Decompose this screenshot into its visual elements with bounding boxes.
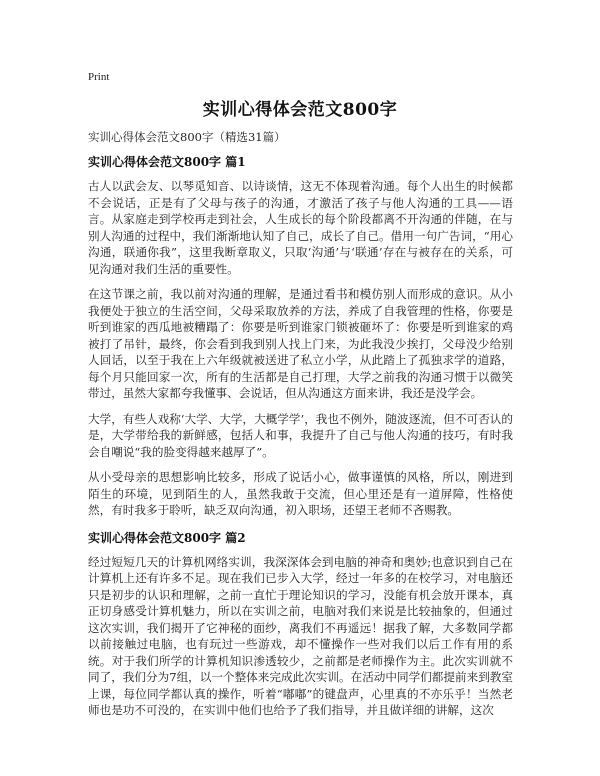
paragraph: 古人以武会友、以琴觅知音、以诗谈情，这无不体现着沟通。每个人出生的时候都不会说话，正是有了父母与孩子的沟通，才激活了孩子与他人沟通的工具——语言。从家庭走到学校再走到社会，人生成长的每个阶段都离不开沟通的伴随，在与别人沟通的过程中，我们渐渐地认知了自己，成长了自己。借用一句广告词，“用心沟通，联通你我”，这里我断章取义，只取‘沟通’与‘联通’存在与被存在的关系，可见沟通对我们生活的重要性。 <box>88 179 513 276</box>
page-title: 实训心得体会范文800字 <box>202 100 398 120</box>
paragraph: 从小受母亲的思想影响比较多，形成了说话小心，做事谨慎的风格，所以，刚进到陌生的环境，见到陌生的人，虽然我敢于交流，但心里还是有一道屏障，性格使然，有时我多于聆听，缺乏双向沟通，初入职场，还望王老师不吝赐教。 <box>88 470 513 517</box>
paragraph: 大学，有些人戏称‘大学、大学，大概学学’，我也不例外，随波逐流，但不可否认的是，大学带给我的新鲜感，包括人和事，我提升了自己与他人沟通的技巧，有时我会自嘲说“我的脸变得越来越厚了”。 <box>88 411 513 459</box>
print-link[interactable]: Print <box>88 71 110 83</box>
paragraph: 经过短短几天的计算机网络实训，我深深体会到电脑的神奇和奥妙;也意识到自己在计算机上还有许多不足。现在我们已步入大学，经过一年多的在校学习，对电脑还只是初步的认识和理解，之前一直忙于理论知识的学习，没能有机会放开课本，真正切身感受计算机魅力，所以在实训之前，电脑对我们来说是比较抽象的，但通过这次实训，我们揭开了它神秘的面纱，离我们不再遥远！据我了解，大多数同学都以前接触过电脑，也有玩过一些游戏，却不懂操作一些对我们以后工作有用的系统。对于我们所学的计算机知识渗透较少，之前都是老师操作为主。此次实训就不同了，我们分为7组，以一个整体来完成此次实训。在活动中同学们都提前来到教室上课，每位同学都认真的操作，听着“嘟嘟”的键盘声，心里真的不亦乐乎！当然老师也是功不可没的，在实训中他们也给予了我们指导，并且做详细的讲解，这次 <box>88 554 513 717</box>
section-heading-2: 实训心得体会范文800字 篇2 <box>88 530 246 545</box>
document-body <box>88 128 513 719</box>
section-heading-1: 实训心得体会范文800字 篇1 <box>88 155 246 169</box>
paragraph: 在这节课之前，我以前对沟通的理解，是通过看书和模仿别人而形成的意识。从小我便处于独立的生活空间，父母采取放养的方法，养成了自我管理的性格，你要是听到谁家的西瓜地被糟蹋了：你要是听到谁家门锁被砸坏了：你要是听到谁家的鸡被打了吊针，最终，你会看到我到别人找上门来，为此我没少挨打，父母没少给别人回话，以至于我在上六年级就被送进了私立小学，从此踏上了孤独求学的道路，每个月只能回家一次，所有的生活都是自己打理，大学之前我的沟通习惯于以微笑带过，虽然大家都夸我懂事、会说话，但从沟通这方面来讲，我还是没学会。 <box>88 287 513 400</box>
document-subtitle: 实训心得体会范文800字（精选31篇） <box>88 130 286 144</box>
